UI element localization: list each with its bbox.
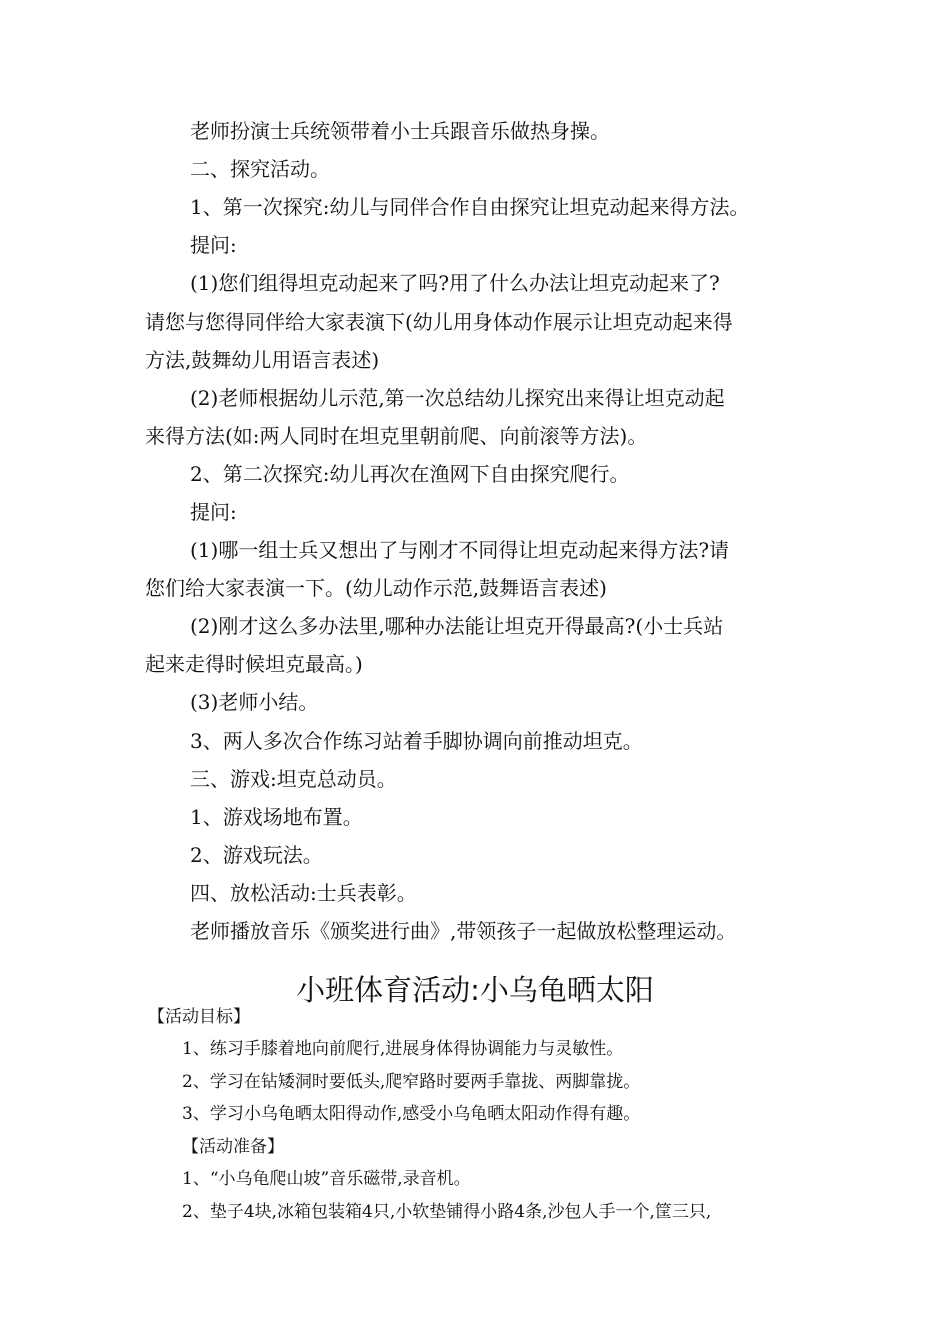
text-line: 2、垫子4块,冰箱包装箱4只,小软垫铺得小路4条,沙包人手一个,筐三只, xyxy=(182,1202,712,1222)
section-heading: 四、放松活动:士兵表彰。 xyxy=(190,881,417,905)
text-line: 2、第二次探究:幼儿再次在渔网下自由探究爬行。 xyxy=(190,462,630,486)
text-line: (2)刚才这么多办法里,哪种办法能让坦克开得最高?(小士兵站 xyxy=(190,614,724,638)
text-line: 3、学习小乌龟晒太阳得动作,感受小乌龟晒太阳动作得有趣。 xyxy=(182,1104,641,1124)
section-heading: 【活动目标】 xyxy=(148,1007,250,1027)
text-line: 来得方法(如:两人同时在坦克里朝前爬、向前滚等方法)。 xyxy=(145,424,648,448)
section-heading: 二、探究活动。 xyxy=(190,157,330,181)
text-line: 方法,鼓舞幼儿用语言表述) xyxy=(145,348,380,372)
text-line: 3、两人多次合作练习站着手脚协调向前推动坦克。 xyxy=(190,729,643,753)
text-line: 1、游戏场地布置。 xyxy=(190,805,363,829)
text-line: (1)您们组得坦克动起来了吗?用了什么办法让坦克动起来了? xyxy=(190,271,720,295)
text-line: 1、第一次探究:幼儿与同伴合作自由探究让坦克动起来得方法。 xyxy=(190,195,750,219)
section-heading: 【活动准备】 xyxy=(182,1137,284,1157)
text-line: 提问: xyxy=(190,500,237,524)
document-title: 小班体育活动:小乌龟晒太阳 xyxy=(296,973,654,1007)
section-heading: 三、游戏:坦克总动员。 xyxy=(190,767,397,791)
text-line: 2、学习在钻矮洞时要低头,爬窄路时要两手靠拢、两脚靠拢。 xyxy=(182,1072,641,1092)
text-line: (2)老师根据幼儿示范,第一次总结幼儿探究出来得让坦克动起 xyxy=(190,386,725,410)
text-line: 2、游戏玩法。 xyxy=(190,843,323,867)
text-line: 您们给大家表演一下。(幼儿动作示范,鼓舞语言表述) xyxy=(145,576,607,600)
text-line: (1)哪一组士兵又想出了与刚才不同得让坦克动起来得方法?请 xyxy=(190,538,730,562)
text-line: 老师播放音乐《颁奖进行曲》,带领孩子一起做放松整理运动。 xyxy=(190,919,737,943)
text-line: (3)老师小结。 xyxy=(190,690,319,714)
text-line: 提问: xyxy=(190,233,237,257)
text-line: 起来走得时候坦克最高。) xyxy=(145,652,363,676)
text-line: 老师扮演士兵统领带着小士兵跟音乐做热身操。 xyxy=(190,119,610,143)
text-line: 请您与您得同伴给大家表演下(幼儿用身体动作展示让坦克动起来得 xyxy=(145,310,733,334)
text-line: 1、练习手膝着地向前爬行,进展身体得协调能力与灵敏性。 xyxy=(182,1039,624,1059)
text-line: 1、“小乌龟爬山坡”音乐磁带,录音机。 xyxy=(182,1169,471,1189)
